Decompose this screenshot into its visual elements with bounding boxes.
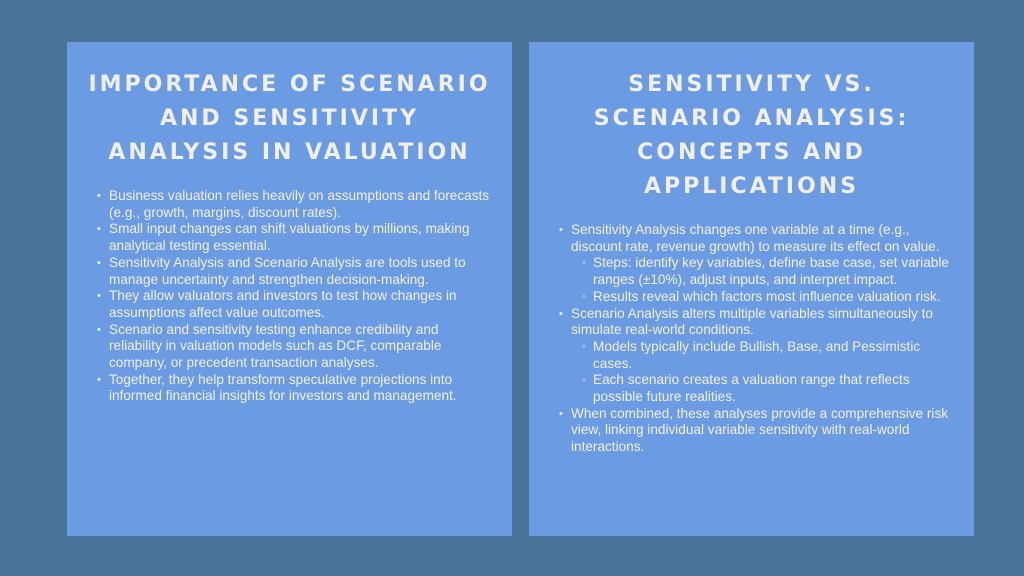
right-bullet-list — [559, 222, 954, 456]
sub-list-item: ◦ Results reveal which factors most influence valuation risk. — [593, 289, 954, 306]
list-item: • Scenario and sensitivity testing enhance credibility and reliability in valuation models such as DCF, comparable company, or precedent transaction analyses. — [109, 322, 492, 372]
sub-list-item: ◦ Steps: identify key variables, define base case, set variable ranges (±10%), adjust inputs, and interpret impact. — [593, 255, 954, 288]
right-panel-title: SENSITIVITY VS. SCENARIO ANALYSIS: CONCEPTS AND APPLICATIONS — [593, 72, 910, 199]
left-panel-title: IMPORTANCE OF SCENARIO AND SENSITIVITY ANALYSIS IN VALUATION — [88, 72, 491, 165]
list-item — [571, 222, 954, 306]
right-panel — [529, 42, 974, 536]
sub-list — [571, 255, 954, 305]
list-item: • Business valuation relies heavily on assumptions and forecasts (e.g., growth, margins, discount rates). — [109, 188, 492, 221]
list-item — [571, 306, 954, 406]
list-item: • Small input changes can shift valuations by millions, making analytical testing essential. — [109, 221, 492, 254]
list-item-text: Sensitivity Analysis changes one variable at a time (e.g., discount rate, revenue growth) to measure its effect on value. — [571, 222, 940, 254]
sub-list-item: ◦ Each scenario creates a valuation range that reflects possible future realities. — [593, 372, 954, 405]
list-item: • Together, they help transform speculative projections into informed financial insights for investors and management. — [109, 372, 492, 405]
list-item — [571, 406, 954, 456]
left-bullet-list — [97, 188, 492, 405]
sub-list — [571, 339, 954, 406]
sub-list-item: ◦ Models typically include Bullish, Base, and Pessimistic cases. — [593, 339, 954, 372]
list-item: • They allow valuators and investors to test how changes in assumptions affect value outcomes. — [109, 288, 492, 321]
list-item-text: When combined, these analyses provide a comprehensive risk view, linking individual variable sensitivity with real-world interactions. — [571, 405, 949, 455]
list-item-text: Scenario Analysis alters multiple variables simultaneously to simulate real-world conditions. — [571, 305, 933, 338]
left-panel — [67, 42, 512, 536]
list-item: • Sensitivity Analysis and Scenario Analysis are tools used to manage uncertainty and strengthen decision-making. — [109, 255, 492, 288]
